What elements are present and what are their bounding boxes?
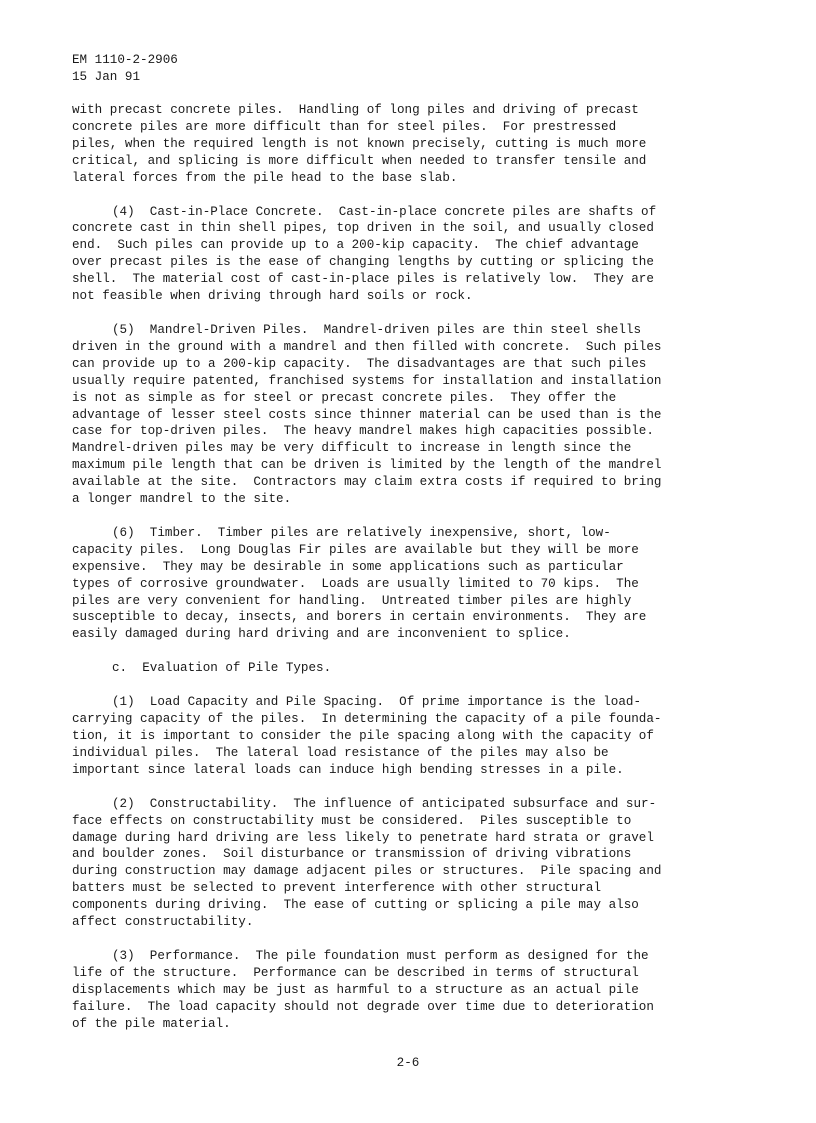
text-line [72, 559, 752, 576]
text-line [72, 491, 752, 508]
line-text: failure. The load capacity should not degrade over time due to deterioration [72, 999, 654, 1014]
line-text: easily damaged during hard driving and are inconvenient to splice. [72, 627, 571, 642]
text-line [72, 897, 752, 914]
page-header [72, 52, 178, 86]
line-text: concrete piles are more difficult than for steel piles. For prestressed [72, 119, 617, 134]
line-text: susceptible to decay, insects, and borers in certain environments. They are [72, 610, 647, 625]
text-line [72, 457, 752, 474]
line-text: during construction may damage adjacent piles or structures. Pile spacing and [72, 864, 662, 879]
text-line [72, 1016, 752, 1033]
text-line [72, 525, 752, 542]
line-text: types of corrosive groundwater. Loads are usually limited to 70 kips. The [72, 576, 639, 591]
line-text: piles, when the required length is not known precisely, cutting is much more [72, 136, 647, 151]
line-text: c. Evaluation of Pile Types. [112, 661, 332, 676]
text-line [72, 626, 752, 643]
text-line [72, 880, 752, 897]
line-text: (4) Cast-in-Place Concrete. Cast-in-place concrete piles are shafts of [112, 204, 657, 219]
paragraph [72, 525, 752, 643]
line-text: batters must be selected to prevent interference with other structural [72, 881, 602, 896]
line-text: over precast piles is the ease of changing lengths by cutting or splicing the [72, 255, 654, 270]
text-line [72, 863, 752, 880]
line-text: expensive. They may be desirable in some applications such as particular [72, 559, 624, 574]
text-line [72, 660, 752, 677]
line-text: critical, and splicing is more difficult when needed to transfer tensile and [72, 153, 647, 168]
document-date: 15 Jan 91 [72, 70, 141, 84]
paragraph [72, 694, 752, 779]
line-text: usually require patented, franchised systems for installation and installation [72, 373, 662, 388]
paragraph [72, 102, 752, 187]
paragraph [72, 660, 752, 677]
text-line [72, 322, 752, 339]
line-text: maximum pile length that can be driven is limited by the length of the mandrel [72, 458, 662, 473]
line-text: capacity piles. Long Douglas Fir piles are available but they will be more [72, 542, 639, 557]
text-line [72, 356, 752, 373]
text-line [72, 136, 752, 153]
line-text: case for top-driven piles. The heavy mandrel makes high capacities possible. [72, 424, 654, 439]
page-number: 2-6 [396, 1056, 420, 1070]
line-text: a longer mandrel to the site. [72, 492, 292, 507]
paragraph [72, 322, 752, 508]
text-line [72, 474, 752, 491]
text-line [72, 914, 752, 931]
line-text: tion, it is important to consider the pile spacing along with the capacity of [72, 729, 654, 743]
text-line [72, 813, 752, 830]
text-line [72, 102, 752, 119]
text-line [72, 153, 752, 170]
line-text: (3) Performance. The pile foundation must perform as designed for the [112, 948, 649, 963]
text-line [72, 220, 752, 237]
page-body [72, 102, 752, 1050]
text-line [72, 237, 752, 254]
line-text: individual piles. The lateral load resistance of the piles may also be [72, 745, 609, 760]
line-text: is not as simple as for steel or precast concrete piles. They offer the [72, 390, 617, 405]
text-line [72, 407, 752, 424]
text-line [72, 390, 752, 407]
text-line [72, 423, 752, 440]
text-line [72, 170, 752, 187]
line-text: driven in the ground with a mandrel and then filled with concrete. Such piles [72, 339, 662, 354]
text-line [72, 830, 752, 847]
text-line [72, 846, 752, 863]
text-line [72, 593, 752, 610]
text-line [72, 254, 752, 271]
text-line [72, 694, 752, 711]
text-line [72, 965, 752, 982]
line-text: available at the site. Contractors may claim extra costs if required to bring [72, 475, 662, 490]
text-line [72, 339, 752, 356]
line-text: concrete cast in thin shell pipes, top driven in the soil, and usually closed [72, 221, 654, 236]
text-line [72, 288, 752, 305]
text-line [72, 948, 752, 965]
paragraph [72, 796, 752, 931]
line-text: affect constructability. [72, 915, 254, 930]
line-text: of the pile material. [72, 1016, 231, 1031]
text-line [72, 542, 752, 559]
line-text: components during driving. The ease of cutting or splicing a pile may also [72, 898, 639, 913]
text-line [72, 609, 752, 626]
line-text: Mandrel-driven piles may be very difficult to increase in length since the [72, 441, 632, 456]
line-text: life of the structure. Performance can be described in terms of structural [72, 965, 639, 980]
text-line [72, 204, 752, 221]
line-text: damage during hard driving are less likely to penetrate hard strata or gravel [72, 830, 654, 845]
text-line [72, 711, 752, 728]
line-text: with precast concrete piles. Handling of long piles and driving of precast [72, 103, 639, 117]
line-text: carrying capacity of the piles. In determining the capacity of a pile founda- [72, 712, 662, 727]
text-line [72, 373, 752, 390]
text-line [72, 440, 752, 457]
text-line [72, 745, 752, 762]
text-line [72, 576, 752, 593]
line-text: (1) Load Capacity and Pile Spacing. Of prime importance is the load- [112, 695, 642, 710]
line-text: lateral forces from the pile head to the base slab. [72, 170, 458, 185]
line-text: advantage of lesser steel costs since thinner material can be used than is the [72, 407, 662, 422]
text-line [72, 728, 752, 745]
text-line [72, 762, 752, 779]
text-line [72, 119, 752, 136]
text-line [72, 982, 752, 999]
line-text: end. Such piles can provide up to a 200-kip capacity. The chief advantage [72, 238, 639, 253]
line-text: displacements which may be just as harmful to a structure as an actual pile [72, 982, 639, 997]
line-text: (5) Mandrel-Driven Piles. Mandrel-driven piles are thin steel shells [112, 322, 642, 337]
paragraph [72, 204, 752, 305]
line-text: and boulder zones. Soil disturbance or transmission of driving vibrations [72, 847, 632, 862]
line-text: not feasible when driving through hard soils or rock. [72, 289, 473, 304]
line-text: piles are very convenient for handling. Untreated timber piles are highly [72, 593, 632, 608]
line-text: (2) Constructability. The influence of anticipated subsurface and sur- [112, 796, 657, 811]
line-text: shell. The material cost of cast-in-place piles is relatively low. They are [72, 272, 654, 287]
text-line [72, 796, 752, 813]
line-text: can provide up to a 200-kip capacity. The disadvantages are that such piles [72, 356, 647, 371]
line-text: (6) Timber. Timber piles are relatively inexpensive, short, low- [112, 525, 611, 540]
paragraph [72, 948, 752, 1033]
document-number: EM 1110-2-2906 [72, 53, 178, 67]
line-text: face effects on constructability must be considered. Piles susceptible to [72, 813, 632, 828]
text-line [72, 271, 752, 288]
line-text: important since lateral loads can induce high bending stresses in a pile. [72, 762, 624, 777]
text-line [72, 999, 752, 1016]
